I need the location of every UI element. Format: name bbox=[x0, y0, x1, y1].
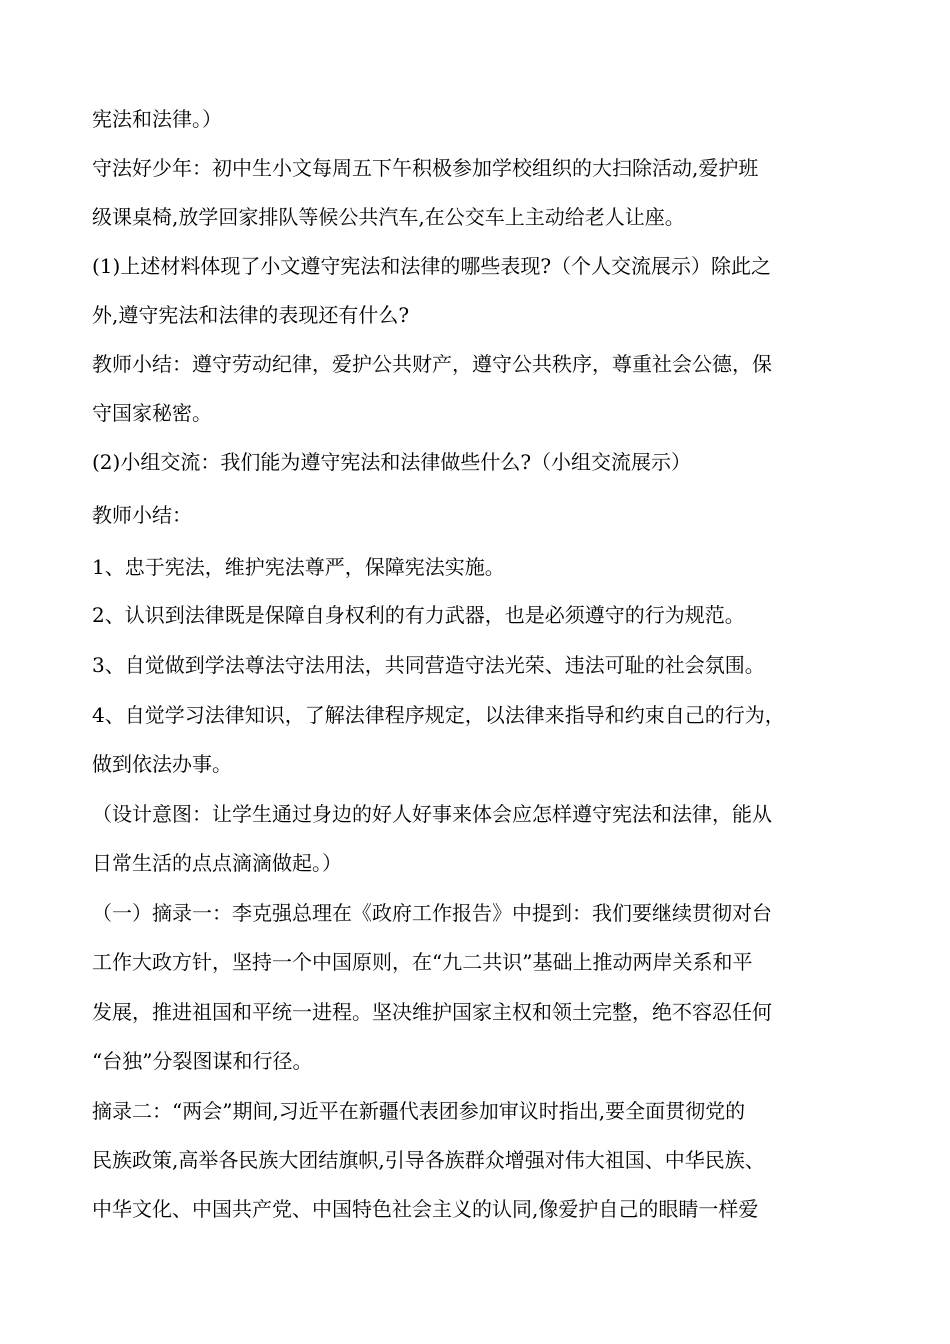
text-line: （一）摘录一：李克强总理在《政府工作报告》中提到：我们要继续贯彻对台 bbox=[92, 901, 772, 925]
text-line: 守法好少年：初中生小文每周五下午积极参加学校组织的大扫除活动,爱护班 bbox=[92, 156, 759, 180]
text-line: 外,遵守宪法和法律的表现还有什么? bbox=[92, 303, 410, 327]
text-line: 日常生活的点点滴滴做起。） bbox=[92, 851, 342, 875]
text-line: 守国家秘密。 bbox=[92, 401, 212, 425]
text-line: 摘录二：“两会”期间,习近平在新疆代表团参加审议时指出,要全面贯彻党的 bbox=[92, 1099, 746, 1123]
list-item: 2、认识到法律既是保障自身权利的有力武器，也是必须遵守的行为规范。 bbox=[92, 603, 745, 627]
text-line: （设计意图：让学生通过身边的好人好事来体会应怎样遵守宪法和法律，能从 bbox=[92, 802, 772, 826]
text-line: 工作大政方针，坚持一个中国原则，在“九二共识”基础上推动两岸关系和平 bbox=[92, 950, 753, 974]
text-line: “台独”分裂图谋和行径。 bbox=[92, 1049, 313, 1073]
text-line: 教师小结：遵守劳动纪律，爱护公共财产，遵守公共秩序，尊重社会公德，保 bbox=[92, 352, 772, 376]
text-line: 教师小结： bbox=[92, 503, 192, 527]
text-line: (1)上述材料体现了小文遵守宪法和法律的哪些表现?（个人交流展示）除此之 bbox=[92, 254, 772, 278]
text-line: 发展，推进祖国和平统一进程。坚决维护国家主权和领土完整，绝不容忍任何 bbox=[92, 1000, 772, 1024]
list-item: 4、自觉学习法律知识，了解法律程序规定，以法律来指导和约束自己的行为， bbox=[92, 703, 785, 727]
text-line: 中华文化、中国共产党、中国特色社会主义的认同,像爱护自己的眼睛一样爱 bbox=[92, 1197, 759, 1221]
list-item: 3、自觉做到学法尊法守法用法，共同营造守法光荣、违法可耻的社会氛围。 bbox=[92, 653, 765, 677]
text-line: (2)小组交流：我们能为遵守宪法和法律做些什么?（小组交流展示） bbox=[92, 450, 692, 474]
text-line: 做到依法办事。 bbox=[92, 752, 232, 776]
text-line: 民族政策,高举各民族大团结旗帜,引导各族群众增强对伟大祖国、中华民族、 bbox=[92, 1148, 765, 1172]
text-line: 宪法和法律。） bbox=[92, 107, 222, 131]
text-line: 级课桌椅,放学回家排队等候公共汽车,在公交车上主动给老人让座。 bbox=[92, 205, 685, 229]
list-item: 1、忠于宪法，维护宪法尊严，保障宪法实施。 bbox=[92, 555, 505, 579]
